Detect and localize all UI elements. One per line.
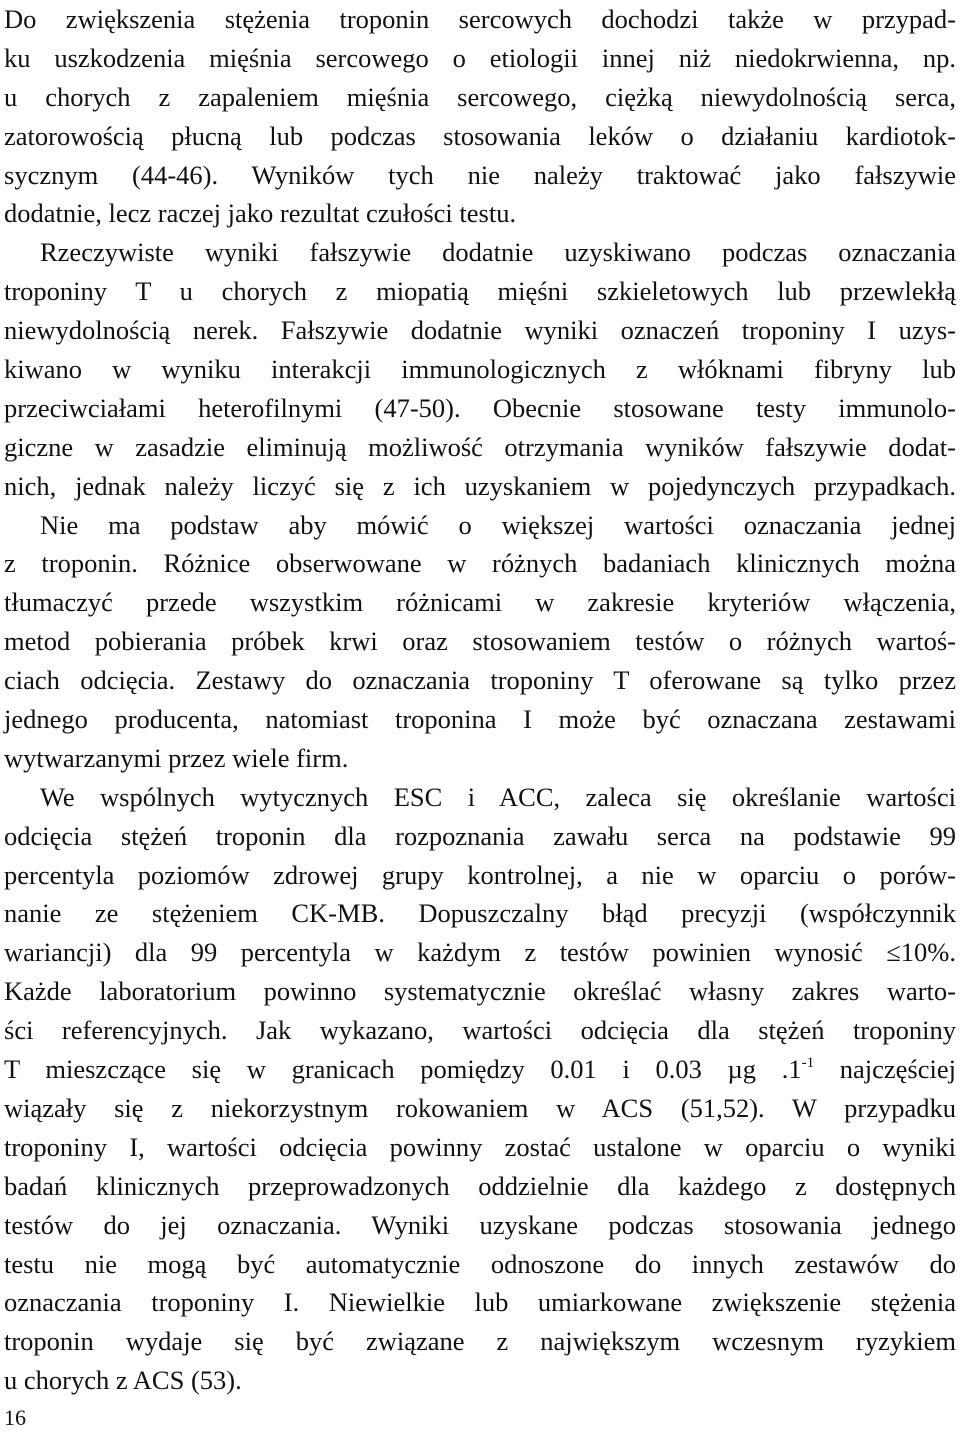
text-line-start: T mieszczące się w granicach pomiędzy 0.01 i 0.03 µg .1 [4, 1054, 802, 1085]
text-line: ści referencyjnych. Jak wykazano, wartości odcięcia dla stężeń troponiny [4, 1015, 956, 1046]
text-line: metod pobierania próbek krwi oraz stosowaniem testów o różnych wartoś- [4, 626, 956, 657]
text-line: Do zwiększenia stężenia troponin sercowych dochodzi także w przypad- [4, 4, 956, 34]
text-line: wiązały się z niekorzystnym rokowaniem w ACS (51,52). W przypadku [4, 1092, 956, 1123]
page-number: 16 [4, 1405, 26, 1430]
text-line: odcięcia stężeń troponin dla rozpoznania zawału serca na podstawie 99 [4, 820, 956, 851]
text-line: Każde laboratorium powinno systematycznie określać własny zakres warto- [4, 976, 956, 1007]
text-line: testu nie mogą być automatycznie odnoszone do innych zestawów do [4, 1248, 956, 1279]
text-line: We wspólnych wytycznych ESC i ACC, zaleca się określanie wartości [40, 781, 956, 812]
text-line-end: najczęściej [839, 1054, 956, 1085]
text-line: ciach odcięcia. Zestawy do oznaczania troponiny T oferowane są tylko przez [4, 665, 956, 696]
text-line [4, 1050, 956, 1089]
text-line: nanie ze stężeniem CK-MB. Dopuszczalny błąd precyzji (współczynnik [4, 898, 956, 929]
text-line: zatorowością płucną lub podczas stosowania leków o działaniu kardiotok- [4, 120, 956, 151]
text-line: troponiny T u chorych z miopatią mięśni szkieletowych lub przewlekłą [4, 276, 956, 307]
text-line: u chorych z ACS (53). [4, 1365, 242, 1396]
text-line: dodatnie, lecz raczej jako rezultat czułości testu. [4, 198, 517, 229]
text-line: nich, jednak należy liczyć się z ich uzyskaniem w pojedynczych przypadkach. [4, 470, 956, 501]
text-line: Nie ma podstaw aby mówić o większej wartości oznaczania jednej [40, 509, 956, 540]
text-line: przeciwciałami heterofilnymi (47-50). Obecnie stosowane testy immunolo- [4, 392, 956, 423]
text-line: sycznym (44-46). Wyników tych nie należy traktować jako fałszywie [4, 159, 956, 190]
text-line: tłumaczyć przede wszystkim różnicami w zakresie kryteriów włączenia, [4, 587, 956, 618]
text-line: kiwano w wyniku interakcji immunologicznych z włóknami fibryny lub [4, 354, 956, 385]
text-line: badań klinicznych przeprowadzonych oddzielnie dla każdego z dostępnych [4, 1170, 956, 1201]
text-line: u chorych z zapaleniem mięśnia sercowego, ciężką niewydolnością serca, [4, 81, 956, 112]
text-line: wariancji) dla 99 percentyla w każdym z testów powinien wynosić ≤10%. [4, 937, 956, 968]
superscript-exponent: -1 [801, 1054, 815, 1071]
text-line: giczne w zasadzie eliminują możliwość otrzymania wyników fałszywie dodat- [4, 431, 956, 462]
text-line: jednego producenta, natomiast troponina I może być oznaczana zestawami [4, 704, 956, 735]
text-line: oznaczania troponiny I. Niewielkie lub umiarkowane zwiększenie stężenia [4, 1287, 956, 1318]
text-line: troponin wydaje się być związane z największym wczesnym ryzykiem [4, 1326, 956, 1357]
text-line: testów do jej oznaczania. Wyniki uzyskane podczas stosowania jednego [4, 1209, 956, 1240]
document-body [4, 0, 956, 1400]
text-line: troponiny I, wartości odcięcia powinny zostać ustalone w oparciu o wyniki [4, 1131, 956, 1162]
text-line: percentyla poziomów zdrowej grupy kontrolnej, a nie w oparciu o porów- [4, 859, 956, 890]
text-line: wytwarzanymi przez wiele firm. [4, 742, 349, 773]
text-line: Rzeczywiste wyniki fałszywie dodatnie uzyskiwano podczas oznaczania [40, 237, 956, 268]
text-line: ku uszkodzenia mięśnia sercowego o etiologii innej niż niedokrwienna, np. [4, 42, 956, 73]
text-line: z troponin. Różnice obserwowane w różnych badaniach klinicznych można [4, 548, 956, 579]
text-line: niewydolnością nerek. Fałszywie dodatnie wyniki oznaczeń troponiny I uzys- [4, 315, 956, 346]
